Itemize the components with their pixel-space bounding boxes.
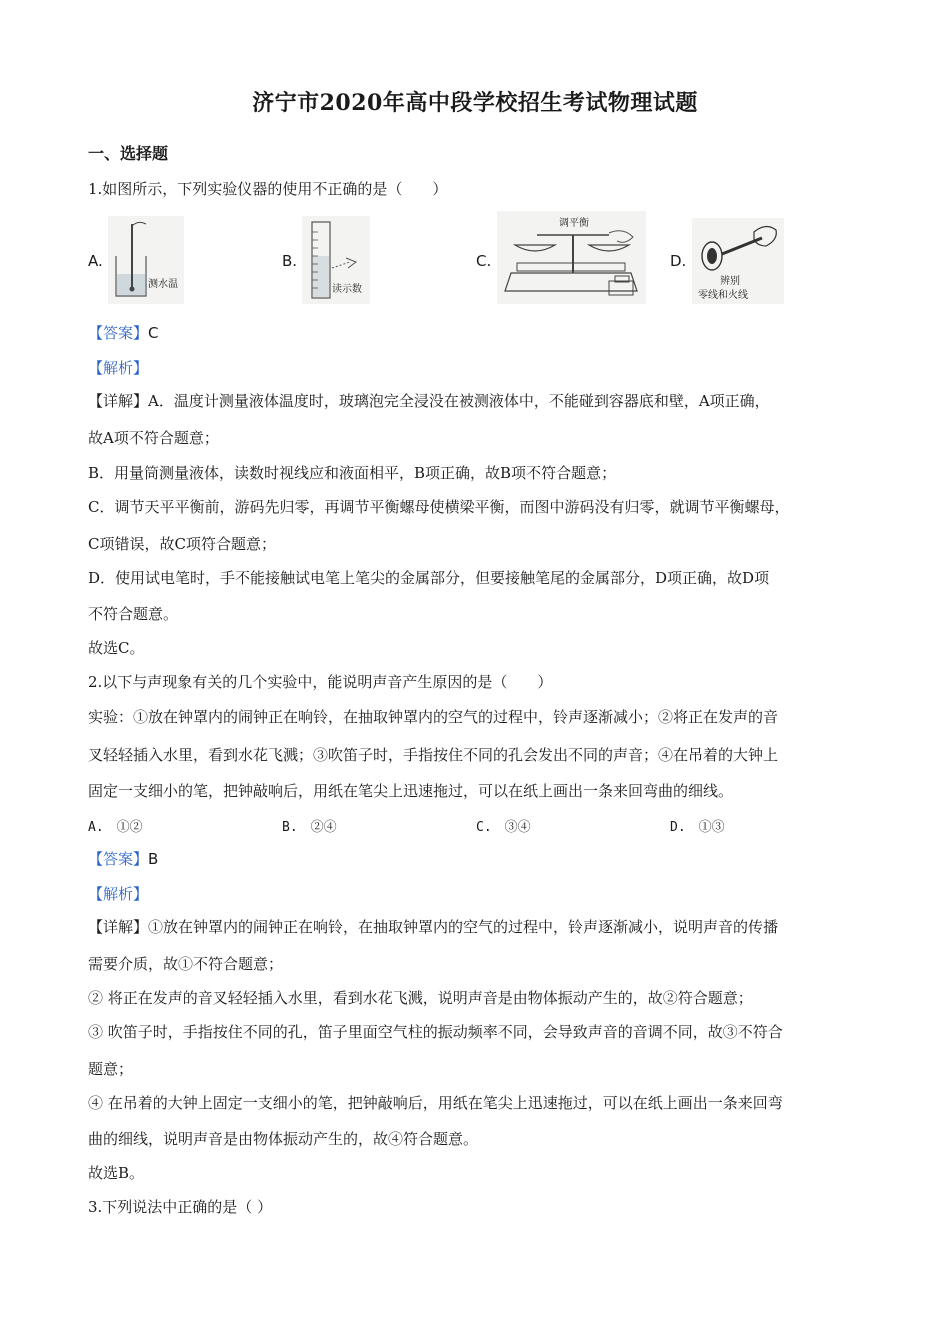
q1-detail-line: 不符合题意。 xyxy=(88,605,179,623)
question-3-stem: 3.下列说法中正确的是（ ） xyxy=(88,1198,273,1216)
q1-detail-line: D．使用试电笔时，手不能接触试电笔上笔尖的金属部分，但要接触笔尾的金属部分，D项正确，故D项 xyxy=(88,569,770,587)
q1-detail-line: 【详解】A．温度计测量液体温度时，玻璃泡完全浸没在被测液体中，不能碰到容器底和壁，A项正确， xyxy=(88,392,770,410)
q1-figure-test-pencil xyxy=(692,218,784,304)
answer-tag: 【答案】 xyxy=(88,850,149,868)
q1-figure-balance xyxy=(497,211,646,304)
q2-experiment-line: 实验：①放在钟罩内的闹钟正在响铃，在抽取钟罩内的空气的过程中，铃声逐渐减小；②将正在发声的音 xyxy=(88,708,779,726)
section-heading: 一、选择题 xyxy=(88,144,169,163)
q2-analysis-tag: 【解析】 xyxy=(88,885,149,903)
q1-option-d-caption-line2: 零线和火线 xyxy=(698,290,748,301)
q2-option-d: D. ①③ xyxy=(670,820,725,835)
q2-option-b: B. ②④ xyxy=(282,820,337,835)
q2-detail-line: 曲的细线，说明声音是由物体振动产生的，故④符合题意。 xyxy=(88,1130,479,1148)
q1-detail-line: 故选C。 xyxy=(88,639,145,657)
q1-answer xyxy=(88,322,868,344)
q1-detail-line: 故A项不符合题意； xyxy=(88,429,219,447)
q1-option-d-label: D. xyxy=(670,252,687,270)
q1-option-c-caption: 调平衡 xyxy=(559,218,589,229)
q1-figure-thermometer xyxy=(108,216,184,304)
q2-detail-line: ② 将正在发声的音叉轻轻插入水里，看到水花飞溅，说明声音是由物体振动产生的，故②符合题意； xyxy=(88,989,753,1007)
q2-experiment-line: 叉轻轻插入水里，看到水花飞溅；③吹笛子时，手指按住不同的孔会发出不同的声音；④在吊着的大钟上 xyxy=(88,746,779,764)
q2-option-c: C. ③④ xyxy=(476,820,531,835)
q1-option-b-caption: 读示数 xyxy=(332,284,362,295)
page-title: 济宁市2020年高中段学校招生考试物理试题 xyxy=(252,90,698,116)
q2-detail-line: 需要介质，故①不符合题意； xyxy=(88,955,284,973)
q1-option-a-label: A. xyxy=(88,252,103,270)
q2-detail-line: 故选B。 xyxy=(88,1164,145,1182)
q1-option-a-caption: 测水温 xyxy=(148,279,178,290)
q2-detail-line: ④ 在吊着的大钟上固定一支细小的笔，把钟敲响后，用纸在笔尖上迅速拖过，可以在纸上画出一条来回弯 xyxy=(88,1094,783,1112)
q1-option-c-label: C. xyxy=(476,252,492,270)
q1-figure-measuring-cylinder xyxy=(302,216,370,304)
answer-tag: 【答案】 xyxy=(88,324,149,342)
q2-option-a: A. ①② xyxy=(88,820,143,835)
q1-detail-line: C．调节天平平衡前，游码先归零，再调节平衡螺母使横梁平衡，而图中游码没有归零，就调节平衡螺母， xyxy=(88,498,790,516)
question-1-stem: 1.如图所示，下列实验仪器的使用不正确的是（ ） xyxy=(88,180,448,198)
answer-value: C xyxy=(148,324,159,342)
q1-detail-line: B．用量筒测量液体，读数时视线应和液面相平，B项正确，故B项不符合题意； xyxy=(88,464,617,482)
q2-answer xyxy=(88,848,868,870)
q2-detail-line: ③ 吹笛子时，手指按住不同的孔，笛子里面空气柱的振动频率不同，会导致声音的音调不同，故③不符合 xyxy=(88,1023,783,1041)
q2-detail-line: 题意； xyxy=(88,1060,134,1078)
q1-analysis-tag: 【解析】 xyxy=(88,359,149,377)
question-2-stem: 2.以下与声现象有关的几个实验中，能说明声音产生原因的是（ ） xyxy=(88,673,553,691)
q1-option-d-caption-line1: 辨别 xyxy=(720,276,740,287)
q1-detail-line: C项错误，故C项符合题意； xyxy=(88,535,276,553)
q1-option-b-label: B. xyxy=(282,252,298,270)
answer-value: B xyxy=(148,850,159,868)
q2-detail-line: 【详解】①放在钟罩内的闹钟正在响铃，在抽取钟罩内的空气的过程中，铃声逐渐减小，说明声音的传播 xyxy=(88,918,779,936)
q2-experiment-line: 固定一支细小的笔，把钟敲响后，用纸在笔尖上迅速拖过，可以在纸上画出一条来回弯曲的细线。 xyxy=(88,782,734,800)
